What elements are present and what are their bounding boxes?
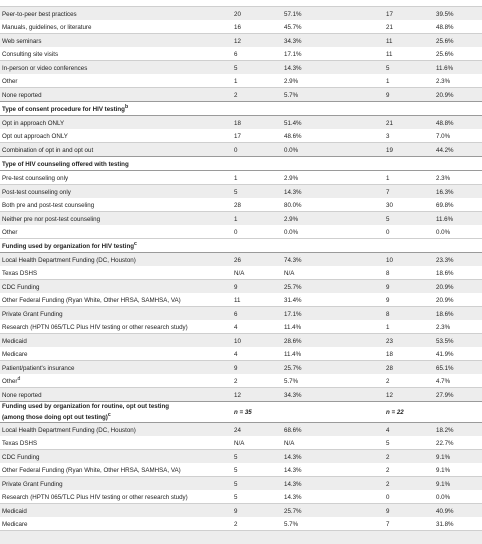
- row-label: [0, 490, 232, 504]
- cell-c2: 25.7%: [282, 361, 384, 375]
- cell-c3: 0: [384, 225, 434, 239]
- row-label: [0, 185, 232, 199]
- section-header-row: [0, 102, 482, 116]
- row-label-text: Other: [2, 228, 18, 236]
- cell-c4: 39.5%: [434, 7, 482, 21]
- cell-c4: 48.8%: [434, 20, 482, 34]
- table-row: [0, 88, 482, 102]
- cell-c4: 11.6%: [434, 212, 482, 226]
- cell-c2: 0.0%: [282, 225, 384, 239]
- cell-c1: 4: [232, 320, 282, 334]
- cell-c1: 11: [232, 293, 282, 307]
- cell-c1: 10: [232, 334, 282, 348]
- table-row: [0, 143, 482, 157]
- cell-c1: 16: [232, 20, 282, 34]
- cell-c1: 24: [232, 423, 282, 437]
- table-row: [0, 129, 482, 143]
- row-label-text: Pre-test counseling only: [2, 174, 69, 182]
- row-label-text: Other Federal Funding (Ryan White, Other HRSA, SAMHSA, VA): [2, 466, 181, 474]
- cell-c2: 2.9%: [282, 74, 384, 88]
- row-label: [0, 280, 232, 294]
- table-row: [0, 61, 482, 75]
- cell-c2: 11.4%: [282, 347, 384, 361]
- row-label: [0, 517, 232, 531]
- cell-c2: 51.4%: [282, 116, 384, 130]
- row-label: [0, 374, 232, 388]
- cell-c3: 10: [384, 253, 434, 267]
- row-label: [0, 463, 232, 477]
- row-label-text: Local Health Department Funding (DC, Houston): [2, 256, 136, 264]
- section-title-cell: [0, 157, 482, 171]
- cell-c2: 11.4%: [282, 320, 384, 334]
- table-row: [0, 374, 482, 388]
- row-label: [0, 388, 232, 402]
- cell-c1: 9: [232, 280, 282, 294]
- table-row: [0, 185, 482, 199]
- cell-c3: 2: [384, 463, 434, 477]
- row-label: [0, 450, 232, 464]
- table-row: [0, 517, 482, 531]
- cell-c4: 11.6%: [434, 61, 482, 75]
- cell-c4: 69.8%: [434, 198, 482, 212]
- cell-c2: 25.7%: [282, 504, 384, 518]
- table-row: [0, 361, 482, 375]
- row-label: [0, 225, 232, 239]
- cell-c3: 1: [384, 320, 434, 334]
- table-row: [0, 450, 482, 464]
- cell-c4: 20.9%: [434, 280, 482, 294]
- section-title-cell: [0, 402, 232, 423]
- cell-c3: 5: [384, 212, 434, 226]
- cell-c2: 68.6%: [282, 423, 384, 437]
- table-row: [0, 531, 482, 544]
- row-label-text: None reported: [2, 91, 42, 99]
- cell-c3: 7: [384, 185, 434, 199]
- table-row: [0, 253, 482, 267]
- table-row: [0, 171, 482, 185]
- row-label: [0, 74, 232, 88]
- cell-c4: 31.8%: [434, 517, 482, 531]
- cell-c4: 22.7%: [434, 436, 482, 450]
- section-subtitle: (among those doing opt out testing): [2, 414, 108, 422]
- row-label: [0, 88, 232, 102]
- table-row: [0, 334, 482, 348]
- cell-c1: 28: [232, 198, 282, 212]
- cell-c2: 2.9%: [282, 171, 384, 185]
- cell-c4: 4.7%: [434, 374, 482, 388]
- section-title-cell: [0, 102, 482, 116]
- cell-c2: 17.1%: [282, 47, 384, 61]
- section-title: Type of consent procedure for HIV testing: [2, 106, 125, 114]
- row-label: [0, 116, 232, 130]
- row-label-text: Consulting site visits: [2, 50, 59, 58]
- row-label: [0, 347, 232, 361]
- section-title: Type of HIV counseling offered with testing: [2, 160, 129, 168]
- cell-c1: 1: [232, 74, 282, 88]
- cell-c2: 34.3%: [282, 34, 384, 48]
- table-row: [0, 212, 482, 226]
- cell-c4: 18.2%: [434, 423, 482, 437]
- cell-c1: 5: [232, 61, 282, 75]
- cell-c2: 25.7%: [282, 280, 384, 294]
- table-row: [0, 280, 482, 294]
- cell-c3: 19: [384, 143, 434, 157]
- row-label-text: Patient/patient's insurance: [2, 364, 75, 372]
- row-label: [0, 307, 232, 321]
- row-label-text: Texas DSHS: [2, 439, 38, 447]
- cell-c1: 9: [232, 504, 282, 518]
- cell-c3: 12: [384, 388, 434, 402]
- cell-c1: N/A: [232, 266, 282, 280]
- cell-c1: 5: [232, 450, 282, 464]
- cell-c2: 5.7%: [282, 517, 384, 531]
- cell-c4: 41.9%: [434, 347, 482, 361]
- row-label: [0, 171, 232, 185]
- row-label: [0, 20, 232, 34]
- row-label-text: Neither pre nor post-test counseling: [2, 215, 101, 223]
- table-row: [0, 198, 482, 212]
- cell-c4: 23.3%: [434, 253, 482, 267]
- cell-c4: 20.9%: [434, 293, 482, 307]
- cell-c4: 48.8%: [434, 116, 482, 130]
- row-label: [0, 320, 232, 334]
- cell-c4: [434, 531, 482, 544]
- cell-c1: 2: [232, 374, 282, 388]
- footnote-marker: d: [17, 376, 21, 383]
- cell-c3: 3: [384, 129, 434, 143]
- row-label: [0, 436, 232, 450]
- table-row: [0, 490, 482, 504]
- cell-c1: N/A: [232, 436, 282, 450]
- cell-c2: 80.0%: [282, 198, 384, 212]
- cell-c3: 1: [384, 171, 434, 185]
- row-label: [0, 293, 232, 307]
- cell-c4: 2.3%: [434, 320, 482, 334]
- row-label: [0, 198, 232, 212]
- row-label: [0, 531, 232, 544]
- cell-c3: 18: [384, 347, 434, 361]
- cell-c3: 30: [384, 198, 434, 212]
- cell-c2: 0.0%: [282, 143, 384, 157]
- cell-c3: 2: [384, 450, 434, 464]
- table-row: [0, 7, 482, 21]
- row-label-text: Research (HPTN 065/TLC Plus HIV testing or other research study): [2, 493, 188, 501]
- cell-c3: 5: [384, 61, 434, 75]
- cell-c1: 5: [232, 477, 282, 491]
- cell-c4: 7.0%: [434, 129, 482, 143]
- row-label-text: CDC Funding: [2, 283, 40, 291]
- cell-c1: 4: [232, 347, 282, 361]
- row-label: [0, 129, 232, 143]
- table-row: [0, 266, 482, 280]
- table-row: [0, 307, 482, 321]
- cell-c2: [282, 531, 384, 544]
- cell-c3: 11: [384, 47, 434, 61]
- table-row: [0, 116, 482, 130]
- cell-c2: 74.3%: [282, 253, 384, 267]
- cell-c3: 9: [384, 293, 434, 307]
- row-label-text: Web seminars: [2, 37, 42, 45]
- row-label-text: Medicare: [2, 350, 28, 358]
- cell-c2: 14.3%: [282, 450, 384, 464]
- cell-c2: 14.3%: [282, 490, 384, 504]
- cell-c1: 2: [232, 88, 282, 102]
- cell-c1: 0: [232, 225, 282, 239]
- row-label-text: Combination of opt in and opt out: [2, 146, 94, 154]
- cell-c4: 40.9%: [434, 504, 482, 518]
- table-row: [0, 225, 482, 239]
- cell-c1: 17: [232, 129, 282, 143]
- row-label-text: Peer-to-peer best practices: [2, 10, 77, 18]
- cell-c1: 12: [232, 388, 282, 402]
- section-header-row: [0, 157, 482, 171]
- row-label-text: Opt out approach ONLY: [2, 132, 68, 140]
- cell-c1: 5: [232, 463, 282, 477]
- section-title: Funding used by organization for routine, opt out testing: [2, 403, 170, 410]
- row-label: [0, 7, 232, 21]
- cell-c2: 17.1%: [282, 307, 384, 321]
- cell-c1: 5: [232, 185, 282, 199]
- table-row: [0, 477, 482, 491]
- cell-c4: 18.6%: [434, 266, 482, 280]
- cell-c1: 6: [232, 307, 282, 321]
- cell-c1: 5: [232, 490, 282, 504]
- cell-c2: 2.9%: [282, 212, 384, 226]
- footnote-marker: c: [107, 412, 111, 418]
- cell-c1: 1: [232, 212, 282, 226]
- row-label-text: In-person or video conferences: [2, 64, 88, 72]
- row-label-text: Post-test counseling only: [2, 188, 71, 196]
- cell-c1: 18: [232, 116, 282, 130]
- cell-c1: 1: [232, 171, 282, 185]
- cell-c3: 23: [384, 334, 434, 348]
- cell-c3: 7: [384, 517, 434, 531]
- table-row: [0, 504, 482, 518]
- cell-c4: 53.5%: [434, 334, 482, 348]
- table-row: [0, 463, 482, 477]
- cell-c2: 57.1%: [282, 7, 384, 21]
- cell-c1: 0: [232, 143, 282, 157]
- sample-size-1: n = 35: [232, 402, 282, 423]
- cell-c2: 14.3%: [282, 185, 384, 199]
- cell-c4: 0.0%: [434, 490, 482, 504]
- cell-c2: 48.6%: [282, 129, 384, 143]
- cell-c4: 27.9%: [434, 388, 482, 402]
- row-label: [0, 253, 232, 267]
- cell-c2: 14.3%: [282, 463, 384, 477]
- row-label-text: Other: [2, 378, 18, 386]
- row-label-text: Local Health Department Funding (DC, Houston): [2, 426, 136, 434]
- cell-c1: 9: [232, 361, 282, 375]
- row-label: [0, 143, 232, 157]
- cell-c3: 8: [384, 307, 434, 321]
- cell-c4: 44.2%: [434, 143, 482, 157]
- cell-c2: 45.7%: [282, 20, 384, 34]
- cell-c4: 25.6%: [434, 34, 482, 48]
- cell-c1: 6: [232, 47, 282, 61]
- row-label-text: CDC Funding: [2, 453, 40, 461]
- cell-c3: 11: [384, 34, 434, 48]
- table-row: [0, 436, 482, 450]
- cell-c3: 2: [384, 374, 434, 388]
- row-label: [0, 504, 232, 518]
- row-label: [0, 212, 232, 226]
- cell-c4: 25.6%: [434, 47, 482, 61]
- row-label-text: Private Grant Funding: [2, 480, 63, 488]
- row-label-text: Manuals, guidelines, or literature: [2, 23, 92, 31]
- table-row: [0, 20, 482, 34]
- row-label-text: Medicaid: [2, 337, 27, 345]
- cell-c2: 14.3%: [282, 477, 384, 491]
- cell-c3: 9: [384, 88, 434, 102]
- table-row: [0, 47, 482, 61]
- cell-c3: 8: [384, 266, 434, 280]
- table-row: [0, 423, 482, 437]
- footnote-marker: b: [124, 104, 129, 111]
- row-label: [0, 266, 232, 280]
- table-row: [0, 388, 482, 402]
- cell-c3: 21: [384, 20, 434, 34]
- row-label-text: Private Grant Funding: [2, 310, 63, 318]
- row-label: [0, 61, 232, 75]
- cell-c2: N/A: [282, 436, 384, 450]
- cell-c1: [232, 531, 282, 544]
- cell-c4: 9.1%: [434, 463, 482, 477]
- table-row: [0, 74, 482, 88]
- cell-c2: 28.6%: [282, 334, 384, 348]
- cell-c3: 0: [384, 490, 434, 504]
- cell-c4: 9.1%: [434, 450, 482, 464]
- cell-c3: 1: [384, 74, 434, 88]
- row-label: [0, 361, 232, 375]
- section-header-row: [0, 402, 482, 423]
- cell-c3: 9: [384, 280, 434, 294]
- cell-c2: 5.7%: [282, 88, 384, 102]
- cell-c1: 2: [232, 517, 282, 531]
- cell-c3: 4: [384, 423, 434, 437]
- empty-cell: [434, 402, 482, 423]
- cell-c2: 5.7%: [282, 374, 384, 388]
- row-label-text: Both pre and post-test counseling: [2, 201, 95, 209]
- row-label-text: Other Federal Funding (Ryan White, Other HRSA, SAMHSA, VA): [2, 296, 181, 304]
- cell-c3: 5: [384, 436, 434, 450]
- section-title: Funding used by organization for HIV testing: [2, 243, 134, 251]
- row-label: [0, 47, 232, 61]
- cell-c3: 28: [384, 361, 434, 375]
- cell-c2: 34.3%: [282, 388, 384, 402]
- row-label-text: Research (HPTN 065/TLC Plus HIV testing or other research study): [2, 323, 188, 331]
- cell-c4: 65.1%: [434, 361, 482, 375]
- table-row: [0, 293, 482, 307]
- cell-c4: 9.1%: [434, 477, 482, 491]
- row-label-text: Opt in approach ONLY: [2, 119, 65, 127]
- row-label-text: Other: [2, 77, 18, 85]
- row-label: [0, 423, 232, 437]
- cell-c4: 2.3%: [434, 74, 482, 88]
- row-label-text: Texas DSHS: [2, 269, 38, 277]
- table-row: [0, 320, 482, 334]
- cell-c3: 21: [384, 116, 434, 130]
- cell-c2: 14.3%: [282, 61, 384, 75]
- cell-c2: N/A: [282, 266, 384, 280]
- row-label: [0, 34, 232, 48]
- row-label: [0, 477, 232, 491]
- cell-c2: 31.4%: [282, 293, 384, 307]
- cell-c1: 12: [232, 34, 282, 48]
- cell-c3: 17: [384, 7, 434, 21]
- section-title-cell: [0, 239, 482, 253]
- row-label-text: Medicaid: [2, 507, 27, 515]
- row-label: [0, 334, 232, 348]
- row-label-text: Medicare: [2, 520, 28, 528]
- cell-c1: 26: [232, 253, 282, 267]
- section-header-row: [0, 239, 482, 253]
- cell-c4: 2.3%: [434, 171, 482, 185]
- cell-c3: 9: [384, 504, 434, 518]
- sample-size-2: n = 22: [384, 402, 434, 423]
- table-row: [0, 347, 482, 361]
- cell-c4: 16.3%: [434, 185, 482, 199]
- cell-c4: 18.6%: [434, 307, 482, 321]
- cell-c3: [384, 531, 434, 544]
- cell-c1: 20: [232, 7, 282, 21]
- cell-c4: 20.9%: [434, 88, 482, 102]
- empty-cell: [282, 402, 384, 423]
- footnote-marker: c: [134, 241, 137, 248]
- cell-c3: 2: [384, 477, 434, 491]
- table-row: [0, 34, 482, 48]
- row-label-text: None reported: [2, 391, 42, 399]
- cell-c4: 0.0%: [434, 225, 482, 239]
